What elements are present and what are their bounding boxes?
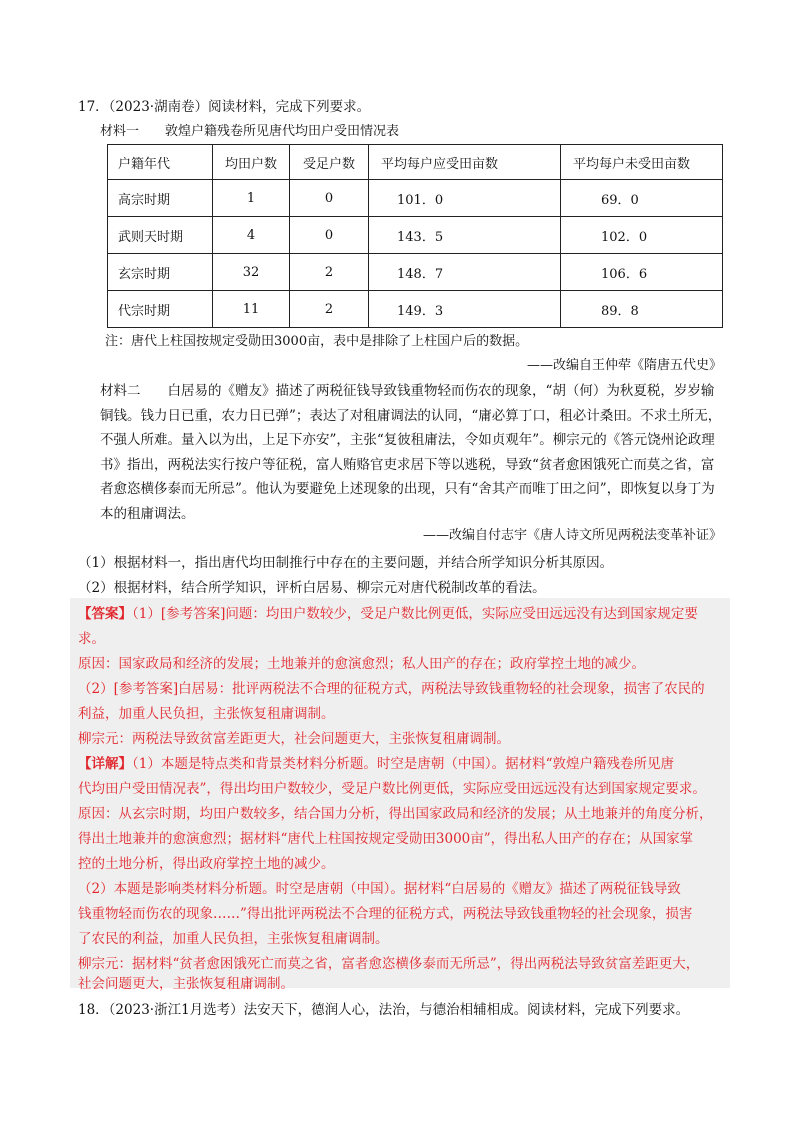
table-cell: 143．5 — [369, 217, 561, 254]
table-header-cell: 受足户数 — [290, 145, 369, 180]
table-header-cell: 平均每户未受田亩数 — [561, 145, 723, 180]
detail-line: 代均田户受田情况表”，得出均田户数较少，受足户数比例更低，实际应受田远远没有达到国家规定要求。 — [78, 781, 706, 797]
detail-line: 社会问题更大，主张恢复租庸调制。 — [78, 976, 294, 992]
detail-tag: 【详解】 — [78, 756, 132, 772]
answer-tag: 【答案】 — [78, 606, 132, 622]
table-cell: 11 — [213, 291, 290, 328]
material-1-title: 材料一 敦煌户籍残卷所见唐代均田户受田情况表 — [100, 124, 400, 139]
answer-line: 求。 — [78, 631, 105, 647]
table-cell: 代宗时期 — [108, 291, 213, 328]
table-cell: 102．0 — [561, 217, 723, 254]
table-cell: 101．0 — [369, 180, 561, 217]
answer-line: 柳宗元：两税法导致贫富差距更大，社会问题更大，主张恢复租庸调制。 — [78, 731, 510, 747]
table-cell: 148．7 — [369, 254, 561, 291]
table-row — [108, 254, 723, 291]
source-citation-2: ——改编自付志宇《唐人诗文所见两税法变革补证》 — [422, 528, 722, 543]
table-row — [108, 180, 723, 217]
detail-line: 了农民的利益，加重人民负担，主张恢复租庸调制。 — [78, 931, 389, 947]
detail-line: 钱重物轻而伤农的现象……”得出批评两税法不合理的征税方式，两税法导致钱重物轻的社会现象，损害 — [78, 906, 693, 922]
table-row — [108, 217, 723, 254]
table-cell: 4 — [213, 217, 290, 254]
detail-line: 原因：从玄宗时期，均田户数较多，结合国力分析，得出国家政局和经济的发展；从土地兼并的角度分析， — [78, 806, 713, 822]
table-cell: 高宗时期 — [108, 180, 213, 217]
land-allocation-table — [107, 144, 723, 328]
detail-line — [78, 754, 674, 774]
answer-line — [78, 604, 698, 624]
answer-line: （2）[参考答案]白居易：批评两税法不合理的征税方式，两税法导致钱重物轻的社会现象，损害了农民的 — [78, 681, 705, 697]
table-header-row — [108, 145, 723, 180]
table-cell: 武则天时期 — [108, 217, 213, 254]
table-cell: 0 — [290, 180, 369, 217]
answer-line: 利益，加重人民负担，主张恢复租庸调制。 — [78, 706, 335, 722]
sub-question-1: （1）根据材料一，指出唐代均田制推行中存在的主要问题，并结合所学知识分析其原因。 — [78, 555, 614, 571]
answer-line: 原因：国家政局和经济的发展；土地兼并的愈演愈烈；私人田产的存在；政府掌控土地的减少。 — [78, 656, 645, 672]
table-header-cell: 平均每户应受田亩数 — [369, 145, 561, 180]
table-cell: 0 — [290, 217, 369, 254]
detail-line: 柳宗元：据材料“贫者愈困饿死亡而莫之省，富者愈恣横侈泰而无所忌”，得出两税法导致贫富差距更大， — [78, 956, 700, 972]
table-cell: 2 — [290, 291, 369, 328]
table-header-cell: 户籍年代 — [108, 145, 213, 180]
table-cell: 89．8 — [561, 291, 723, 328]
source-citation-1: ——改编自王仲荦《隋唐五代史》 — [526, 358, 722, 373]
table-cell: 1 — [213, 180, 290, 217]
question-18-title: 18．（2023·浙江1月选考）法安天下，德润人心，法治，与德治相辅相成。阅读材料，完成下列要求。 — [78, 1002, 690, 1018]
detail-line: 控的土地分析，得出政府掌控土地的减少。 — [78, 856, 335, 872]
table-cell: 149．3 — [369, 291, 561, 328]
table-cell: 2 — [290, 254, 369, 291]
table-cell: 69．0 — [561, 180, 723, 217]
table-cell: 106．6 — [561, 254, 723, 291]
table-note: 注：唐代上柱国按规定受勋田3000亩，表中是排除了上柱国户后的数据。 — [105, 334, 529, 349]
answer-text: （1）[参考答案]问题：均田户数较少，受足户数比例更低，实际应受田远远没有达到国家规定要 — [132, 606, 698, 622]
table-cell: 玄宗时期 — [108, 254, 213, 291]
table-cell: 32 — [213, 254, 290, 291]
question-17-title: 17．（2023·湖南卷）阅读材料，完成下列要求。 — [78, 99, 371, 115]
detail-line: 得出土地兼并的愈演愈烈；据材料“唐代上柱国按规定受勋田3000亩”，得出私人田产的存在；从国家掌 — [78, 831, 694, 847]
table-header-cell: 均田户数 — [213, 145, 290, 180]
material-2-paragraph: 材料二 白居易的《赠友》描述了两税征钱导致钱重物轻而伤农的现象，“胡（何）为秋夏税，岁岁输铜钱。钱力日已重，农力日已弹”；表达了对租庸调法的认同，“庸必算丁口，租必计桑田。不求土所无，不强人所难。量入以为出，上足下亦安”，主张“复彼租庸法，令如贞观年”。柳宗元的《答元饶州论政理书》指出，两税法实行按户等征税，富人贿赂官吏求居下等以逃税，导致“贫者愈困饿死亡而莫之省，富者愈恣横侈泰而无所忌”。他认为要避免上述现象的出现，只有“舍其产而唯丁田之问”，即恢复以身丁为本的租庸调法。 — [100, 383, 722, 522]
sub-question-2: （2）根据材料，结合所学知识，评析白居易、柳宗元对唐代税制改革的看法。 — [78, 580, 546, 596]
detail-line: （2）本题是影响类材料分析题。时空是唐朝（中国）。据材料“白居易的《赠友》描述了两税征钱导致 — [78, 881, 681, 897]
table-row — [108, 291, 723, 328]
detail-text: （1）本题是特点类和背景类材料分析题。时空是唐朝（中国）。据材料“敦煌户籍残卷所见唐 — [132, 756, 674, 772]
